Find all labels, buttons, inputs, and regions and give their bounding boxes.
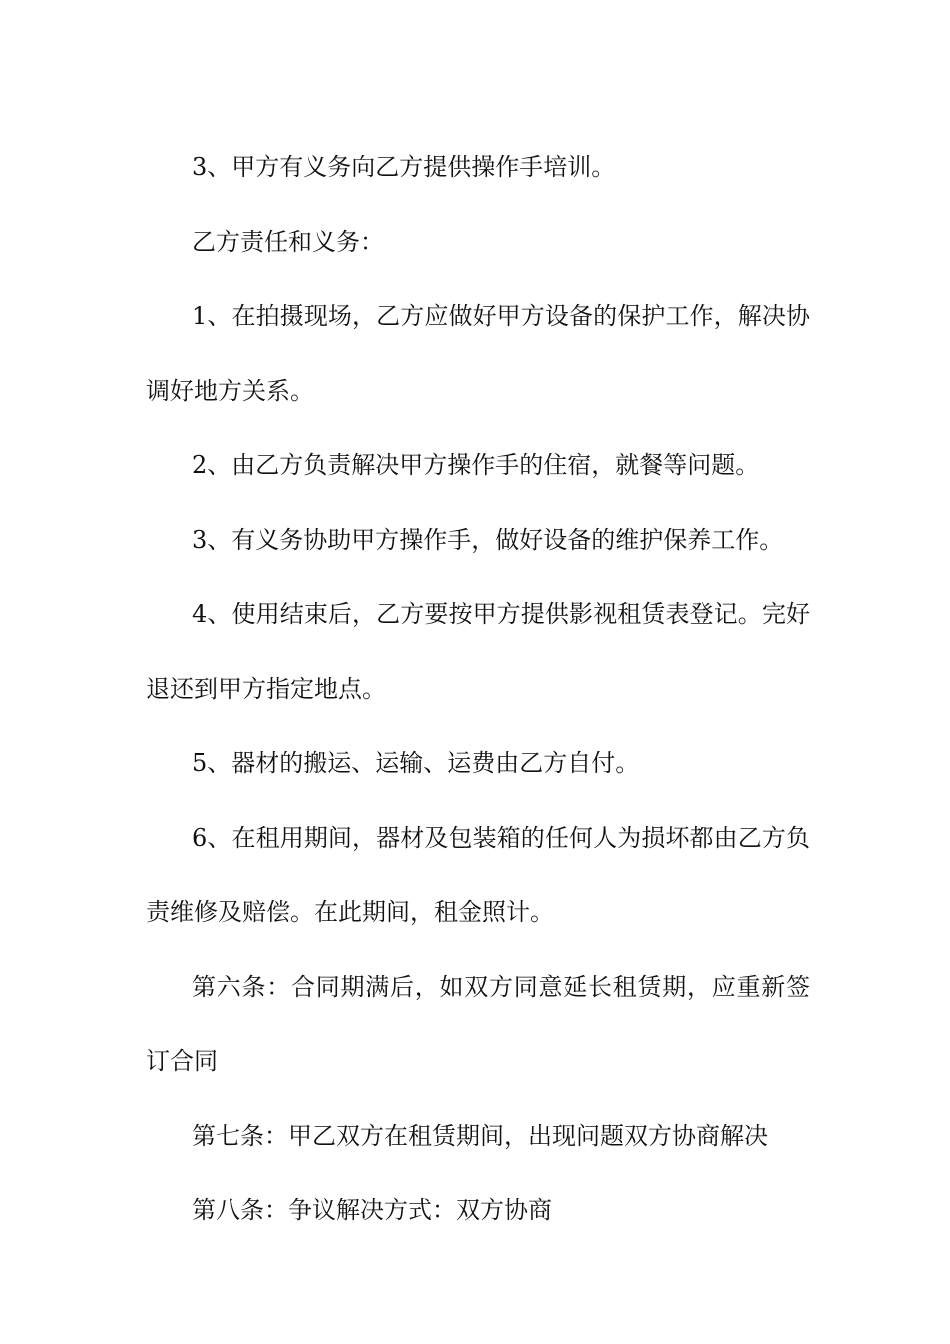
article-paragraph: 第七条：甲乙双方在租赁期间，出现问题双方协商解决 bbox=[192, 1121, 768, 1150]
clause-paragraph: 3、有义务协助甲方操作手，做好设备的维护保养工作。 bbox=[192, 525, 784, 554]
document-body bbox=[146, 130, 810, 1248]
clause-paragraph: 3、甲方有义务向乙方提供操作手培训。 bbox=[192, 153, 616, 181]
clause-paragraph: 5、器材的搬运、运输、运费由乙方自付。 bbox=[192, 749, 640, 777]
section-heading: 乙方责任和义务： bbox=[192, 227, 384, 256]
article-paragraph: 第八条：争议解决方式：双方协商 bbox=[192, 1196, 552, 1224]
clause-paragraph: 4、使用结束后，乙方要按甲方提供影视租赁表登记。完好退还到甲方指定地点。 bbox=[146, 600, 810, 703]
clause-paragraph: 2、由乙方负责解决甲方操作手的住宿，就餐等问题。 bbox=[192, 451, 760, 479]
clause-paragraph: 6、在租用期间，器材及包装箱的任何人为损坏都由乙方负责维修及赔偿。在此期间，租金照计。 bbox=[146, 823, 810, 926]
article-paragraph: 第六条：合同期满后，如双方同意延长租赁期，应重新签订合同 bbox=[146, 972, 810, 1075]
clause-paragraph: 1、在拍摄现场，乙方应做好甲方设备的保护工作，解决协调好地方关系。 bbox=[146, 302, 810, 405]
